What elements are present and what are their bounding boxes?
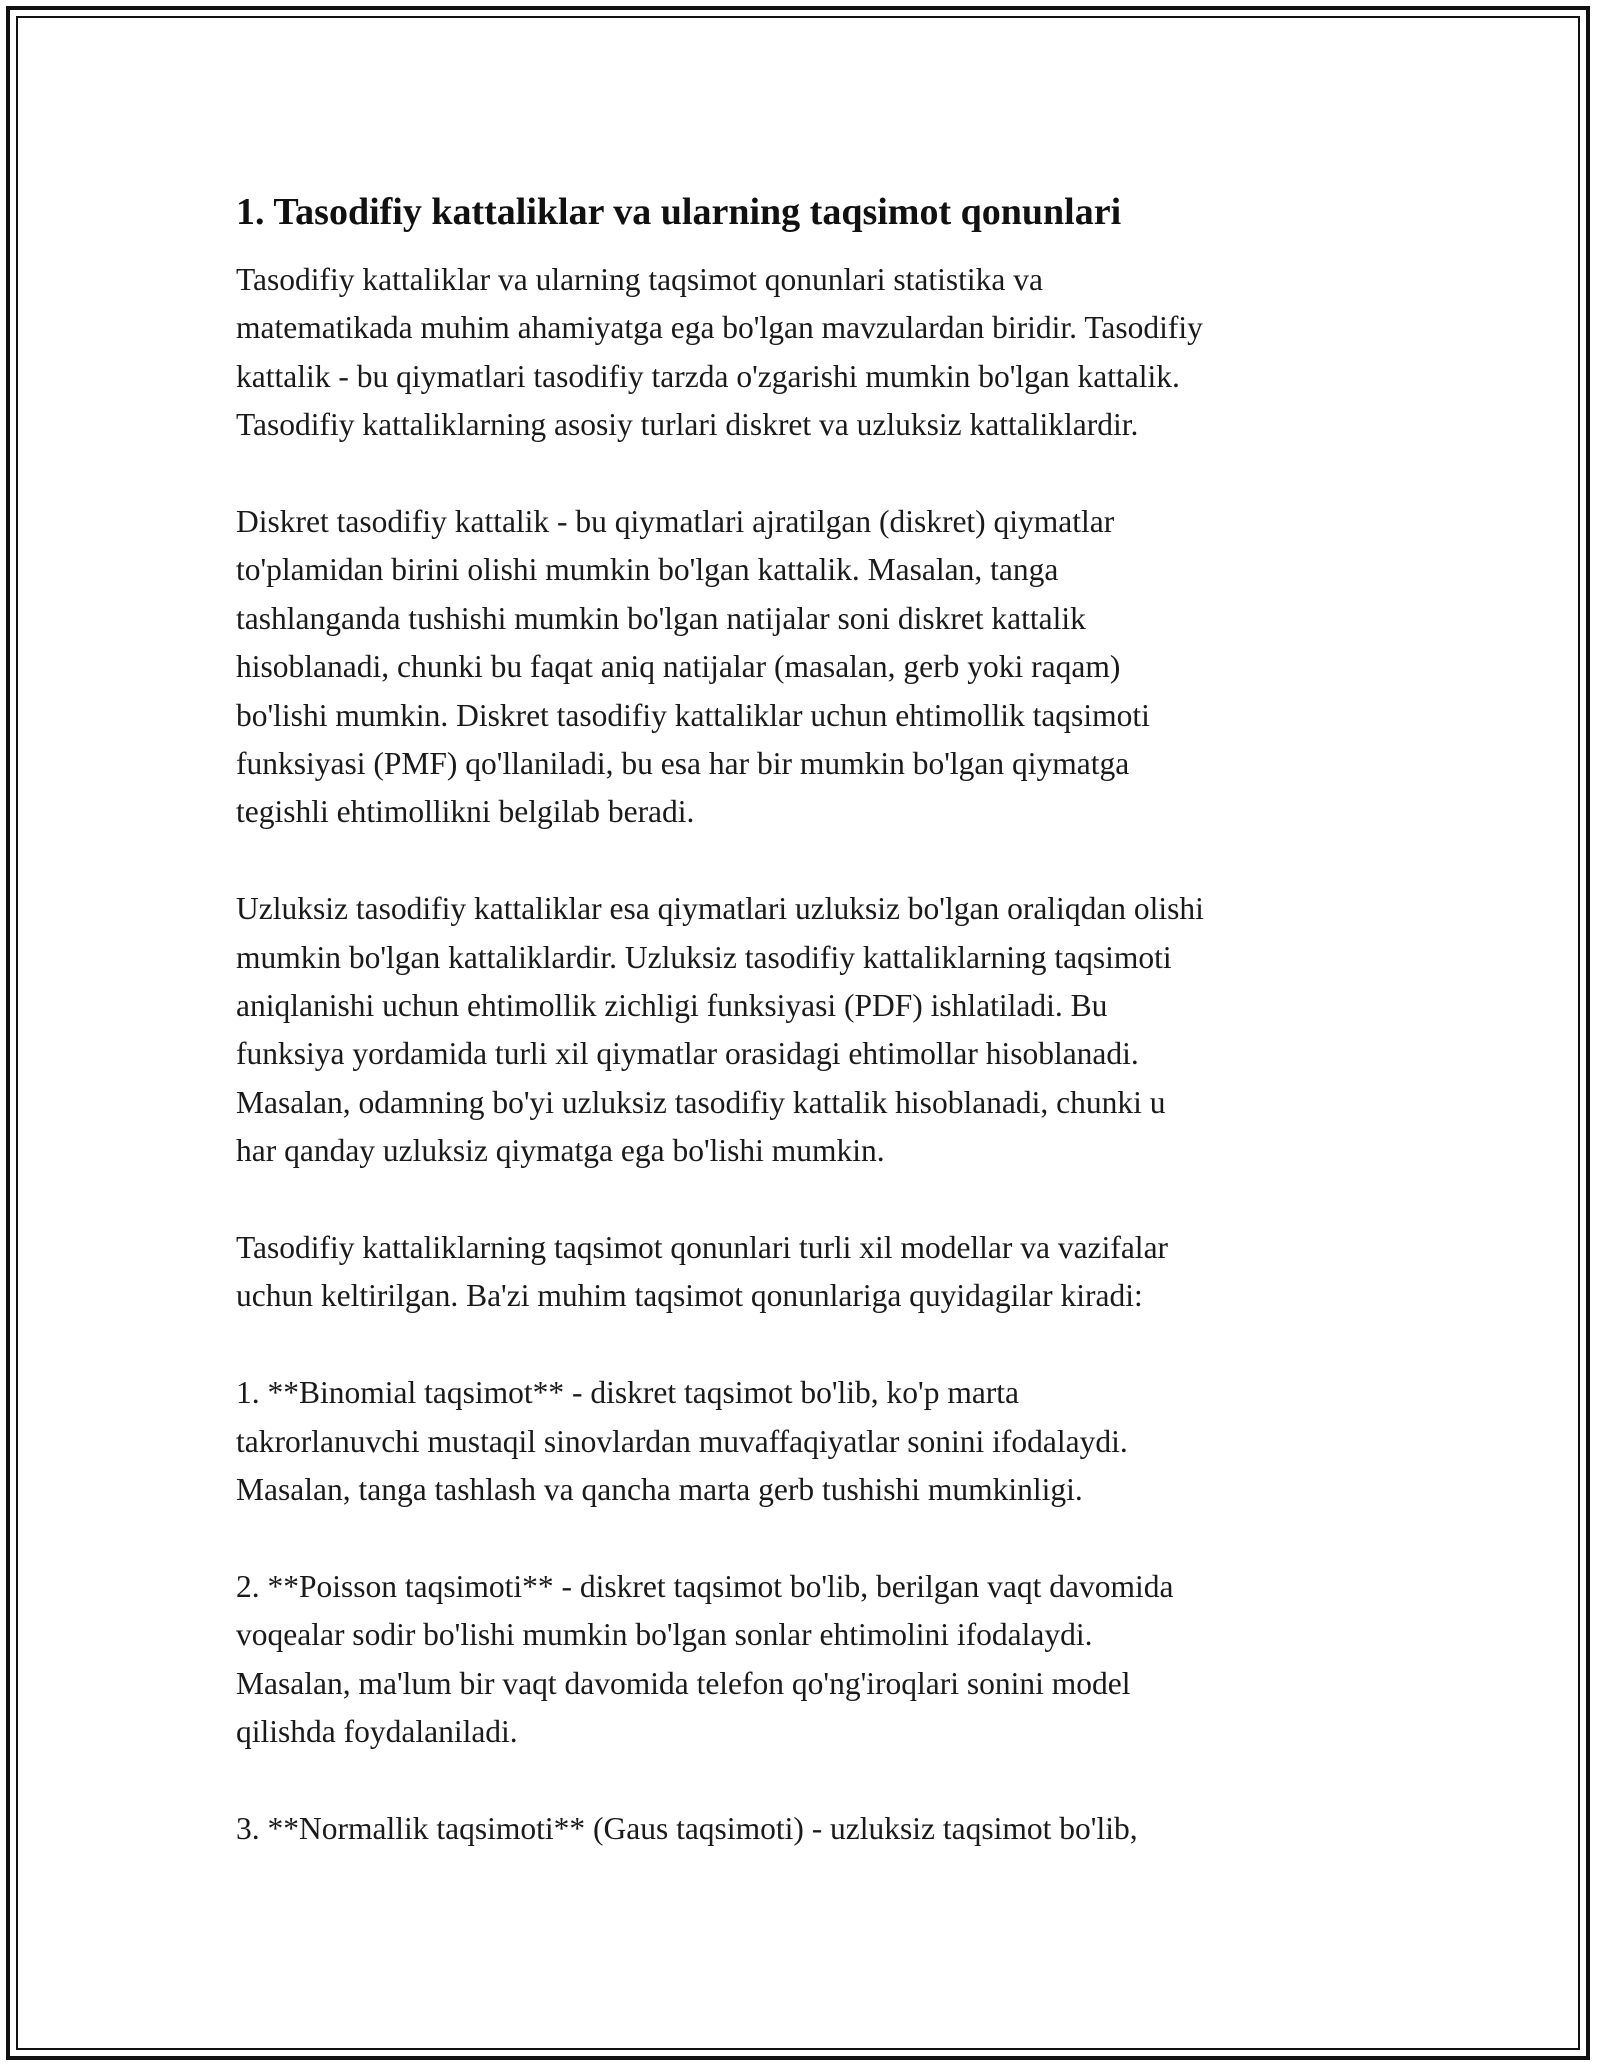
paragraph-line: 1. **Binomial taqsimot** - diskret taqsimot bo'lib, ko'p marta	[236, 1375, 1020, 1411]
paragraph-line: aniqlanishi uchun ehtimollik zichligi funksiyasi (PDF) ishlatiladi. Bu	[236, 988, 1108, 1024]
paragraph-line: hisoblanadi, chunki bu faqat aniq natijalar (masalan, gerb yoki raqam)	[236, 649, 1121, 685]
list-item-binomial	[236, 1369, 1376, 1514]
paragraph-line: Masalan, odamning bo'yi uzluksiz tasodifiy kattalik hisoblanadi, chunki u	[236, 1084, 1166, 1120]
paragraph-discrete	[236, 498, 1376, 837]
paragraph-line: mumkin bo'lgan kattaliklardir. Uzluksiz tasodifiy kattaliklarning taqsimoti	[236, 939, 1172, 975]
list-item-normal	[236, 1805, 1376, 1853]
paragraph-line: funksiya yordamida turli xil qiymatlar orasidagi ehtimollar hisoblanadi.	[236, 1036, 1139, 1072]
paragraph-line: kattalik - bu qiymatlari tasodifiy tarzda o'zgarishi mumkin bo'lgan kattalik.	[236, 358, 1180, 394]
paragraph-continuous	[236, 885, 1376, 1175]
paragraph-line: Masalan, ma'lum bir vaqt davomida telefon qo'ng'iroqlari sonini model	[236, 1665, 1131, 1701]
paragraph-line: uchun keltirilgan. Ba'zi muhim taqsimot qonunlariga quyidagilar kiradi:	[236, 1278, 1143, 1314]
list-item-poisson	[236, 1563, 1376, 1757]
paragraph-line: har qanday uzluksiz qiymatga ega bo'lishi mumkin.	[236, 1133, 885, 1169]
paragraph-line: Tasodifiy kattaliklarning asosiy turlari diskret va uzluksiz kattaliklardir.	[236, 407, 1139, 443]
paragraph-line: Diskret tasodifiy kattalik - bu qiymatlari ajratilgan (diskret) qiymatlar	[236, 504, 1115, 540]
paragraph-line: 2. **Poisson taqsimoti** - diskret taqsimot bo'lib, berilgan vaqt davomida	[236, 1568, 1174, 1604]
document-title: 1. Tasodifiy kattaliklar va ularning taqsimot qonunlari	[236, 191, 1122, 233]
paragraph-laws-intro	[236, 1224, 1376, 1321]
paragraph-line: Tasodifiy kattaliklar va ularning taqsimot qonunlari statistika va	[236, 262, 1043, 297]
paragraph-line: 3. **Normallik taqsimoti** (Gaus taqsimoti) - uzluksiz taqsimot bo'lib,	[236, 1810, 1138, 1846]
paragraph-line: Tasodifiy kattaliklarning taqsimot qonunlari turli xil modellar va vazifalar	[236, 1230, 1169, 1266]
paragraph-line: funksiyasi (PMF) qo'llaniladi, bu esa har bir mumkin bo'lgan qiymatga	[236, 746, 1130, 782]
paragraph-line: Uzluksiz tasodifiy kattaliklar esa qiymatlari uzluksiz bo'lgan oraliqdan olishi	[236, 891, 1204, 927]
paragraph-line: matematikada muhim ahamiyatga ega bo'lgan mavzulardan biridir. Tasodifiy	[236, 310, 1203, 346]
paragraph-line: qilishda foydalaniladi.	[236, 1714, 518, 1750]
paragraph-line: voqealar sodir bo'lishi mumkin bo'lgan sonlar ehtimolini ifodalaydi.	[236, 1617, 1093, 1653]
paragraph-line: to'plamidan birini olishi mumkin bo'lgan kattalik. Masalan, tanga	[236, 552, 1059, 588]
paragraph-line: tegishli ehtimollikni belgilab beradi.	[236, 794, 695, 830]
paragraph-line: Masalan, tanga tashlash va qancha marta gerb tushishi mumkinligi.	[236, 1472, 1083, 1508]
document-body	[236, 188, 1376, 1902]
paragraph-line: bo'lishi mumkin. Diskret tasodifiy kattaliklar uchun ehtimollik taqsimoti	[236, 697, 1150, 733]
paragraph-line: takrorlanuvchi mustaqil sinovlardan muvaffaqiyatlar sonini ifodalaydi.	[236, 1423, 1128, 1459]
paragraph-intro	[236, 256, 1376, 450]
paragraph-line: tashlanganda tushishi mumkin bo'lgan natijalar soni diskret kattalik	[236, 600, 1086, 636]
